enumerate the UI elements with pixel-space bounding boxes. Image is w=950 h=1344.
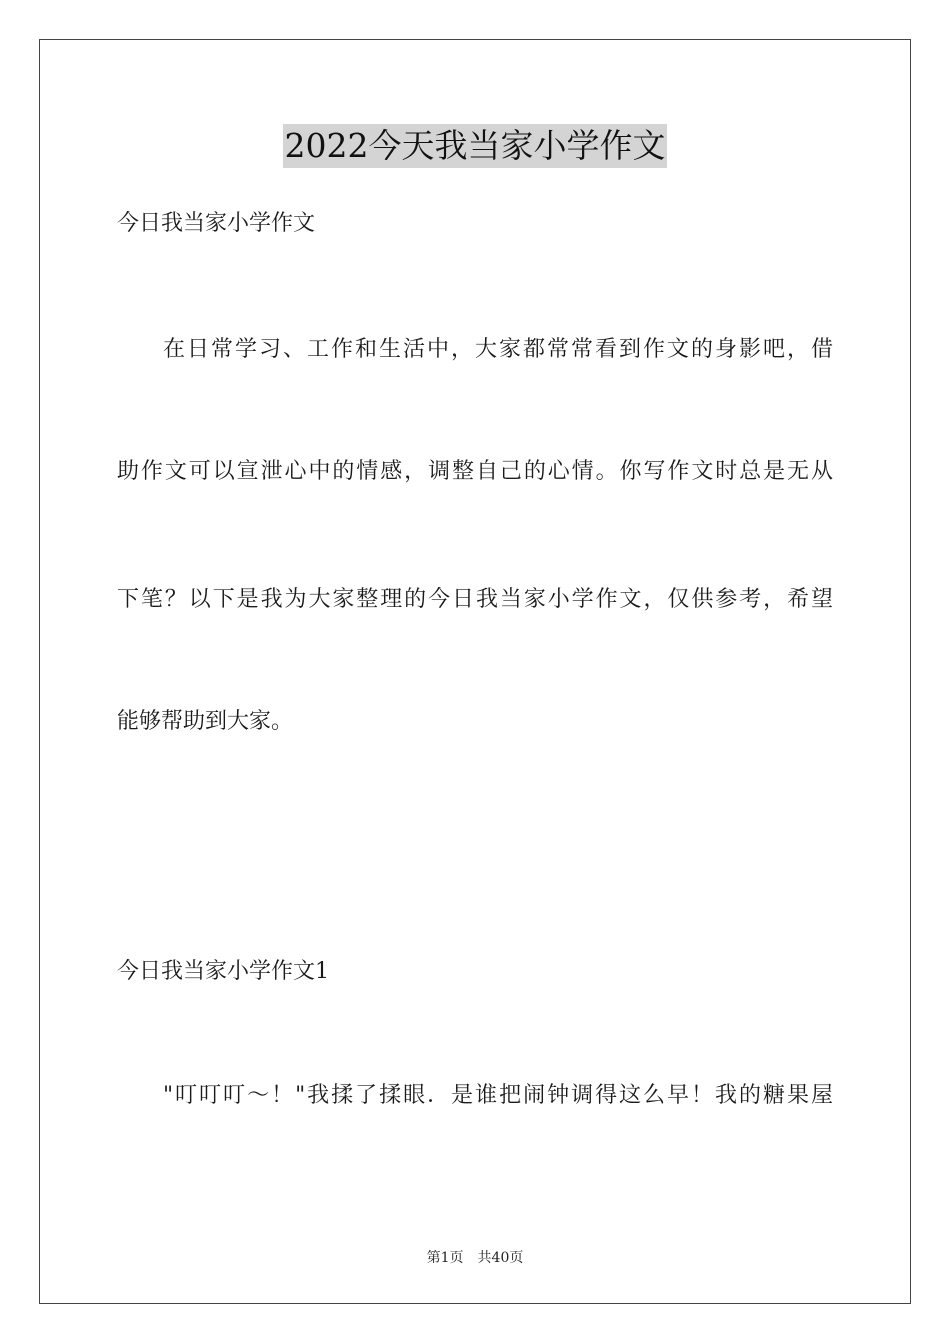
page-number-footer: 第1页 共40页: [426, 1250, 524, 1266]
intro-paragraph-line: 下笔？以下是我为大家整理的今日我当家小学作文，仅供参考，希望: [117, 587, 833, 612]
section-heading: 今日我当家小学作文1: [117, 959, 329, 984]
document-title: 2022今天我当家小学作文: [283, 124, 668, 168]
section-paragraph-line: "叮叮叮～！"我揉了揉眼．是谁把闹钟调得这么早！我的糖果屋: [163, 1083, 833, 1108]
intro-paragraph-line: 在日常学习、工作和生活中，大家都常常看到作文的身影吧，借: [163, 337, 833, 362]
intro-paragraph-line: 助作文可以宣泄心中的情感，调整自己的心情。你写作文时总是无从: [117, 459, 833, 484]
document-subtitle: 今日我当家小学作文: [117, 211, 316, 236]
title-container: [0, 124, 950, 168]
intro-paragraph-line: 能够帮助到大家。: [117, 709, 294, 734]
